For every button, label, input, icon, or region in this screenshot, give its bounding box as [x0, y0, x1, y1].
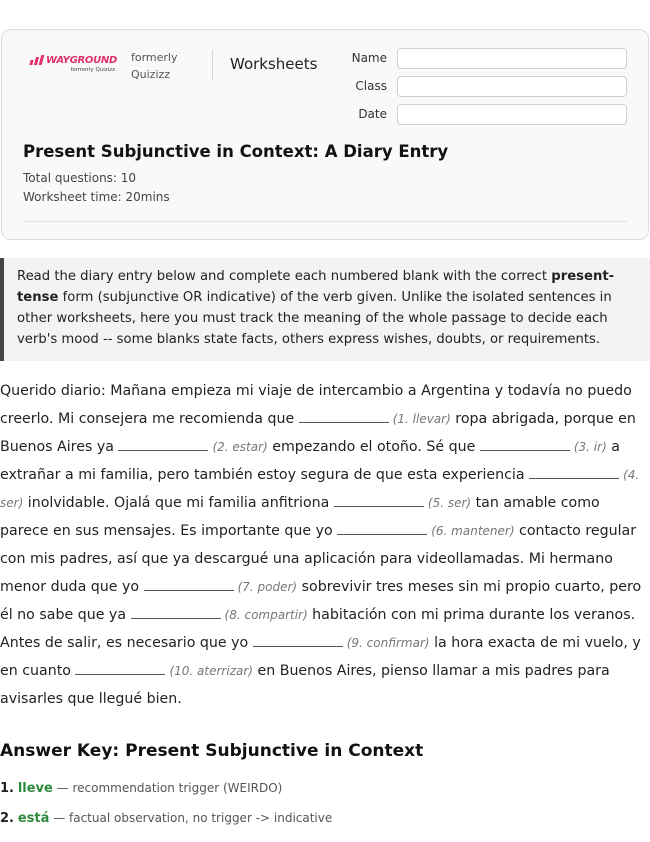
verb-hint: (5. ser)	[427, 496, 472, 510]
passage-text: empezando el otoño. Sé que	[267, 439, 480, 455]
passage-text: contacto regular con mis padres, así que ya descargué una aplicación para videollamadas. Mi hermano menor duda que yo	[0, 523, 637, 595]
instructions-box	[0, 258, 650, 361]
wayground-logo-icon	[29, 55, 44, 65]
verb-hint: (10. aterrizar)	[169, 664, 253, 678]
answer-key-title: Answer Key: Present Subjunctive in Context	[0, 741, 424, 761]
passage-text: inolvidable. Ojalá que mi familia anfitriona	[23, 495, 334, 511]
answer-blank[interactable]	[144, 577, 234, 591]
passage-text: a extrañar a mi familia, pero también estoy segura de que esta experiencia	[0, 439, 620, 483]
passage-text: tan amable como parece en sus mensajes. Es importante que yo	[0, 495, 600, 539]
total-questions: Total questions: 10	[23, 171, 137, 185]
answer-blank[interactable]	[480, 437, 570, 451]
verb-hint: (9. confirmar)	[346, 636, 430, 650]
answer-number: 1.	[0, 781, 14, 796]
date-label: Date	[358, 107, 387, 121]
answer-blank[interactable]	[131, 605, 221, 619]
class-label: Class	[355, 79, 387, 93]
class-input[interactable]	[397, 76, 627, 97]
worksheet-title: Present Subjunctive in Context: A Diary Entry	[23, 142, 449, 161]
answer-blank[interactable]	[118, 437, 208, 451]
answer-blank[interactable]	[337, 521, 427, 535]
instructions-text-rest: form (subjunctive OR indicative) of the verb given. Unlike the isolated sentences in other worksheets, here you must track the meaning of the whole passage to decide each verb's mood -- some blanks state facts, others express wishes, doubts, or requirements.	[17, 290, 612, 347]
section-label: Worksheets	[230, 55, 318, 73]
brand-name: WAYGROUND	[45, 54, 117, 66]
verb-hint: (4. ser)	[0, 468, 640, 510]
instructions-bold: present-tense	[17, 269, 615, 305]
answer-blank[interactable]	[253, 633, 343, 647]
verb-hint: (6. mantener)	[431, 524, 515, 538]
verb-hint: (3. ir)	[573, 440, 607, 454]
formerly-quizizz-text: formerly Quizizz	[131, 51, 178, 81]
passage-text: sobrevivir tres meses sin mi propio cuarto, pero él no sabe que ya	[0, 579, 642, 623]
brand-sub: formerly Quizizz	[70, 67, 115, 73]
passage-text: en Buenos Aires, pienso llamar a mis padres para avisarles que llegué bien.	[0, 663, 610, 707]
answer-note: — factual observation, no trigger -> indicative	[53, 811, 333, 825]
header-divider	[212, 50, 213, 81]
date-input[interactable]	[397, 104, 627, 125]
answer-word: lleve	[17, 781, 53, 796]
passage-text: Querido diario: Mañana empieza mi viaje de intercambio a Argentina y todavía no puedo creerlo. Mi consejera me recomienda que	[0, 383, 632, 427]
answer-blank[interactable]	[334, 493, 424, 507]
answer-number: 2.	[0, 811, 14, 826]
answer-word: está	[17, 811, 50, 826]
verb-hint: (1. llevar)	[392, 412, 451, 426]
answer-note: — recommendation trigger (WEIRDO)	[56, 781, 283, 795]
answer-blank[interactable]	[299, 409, 389, 423]
answer-blank[interactable]	[529, 465, 619, 479]
name-input[interactable]	[397, 48, 627, 69]
worksheet-time: Worksheet time: 20mins	[23, 190, 170, 204]
answer-key-item	[0, 781, 282, 796]
passage-text: ropa abrigada, porque en Buenos Aires ya	[0, 411, 636, 455]
name-label: Name	[351, 51, 387, 65]
verb-hint: (7. poder)	[237, 580, 298, 594]
header-bottom-divider	[23, 221, 627, 222]
verb-hint: (8. compartir)	[224, 608, 308, 622]
passage-text: habitación con mi prima durante los veranos. Antes de salir, es necesario que yo	[0, 607, 636, 651]
answer-key-item	[0, 811, 332, 826]
passage-text: la hora exacta de mi vuelo, y en cuanto	[0, 635, 641, 679]
wayground-logo	[29, 53, 117, 73]
verb-hint: (2. estar)	[212, 440, 268, 454]
diary-passage	[0, 377, 650, 713]
instructions-text: Read the diary entry below and complete each numbered blank with the correct	[17, 269, 552, 284]
answer-blank[interactable]	[75, 661, 165, 675]
